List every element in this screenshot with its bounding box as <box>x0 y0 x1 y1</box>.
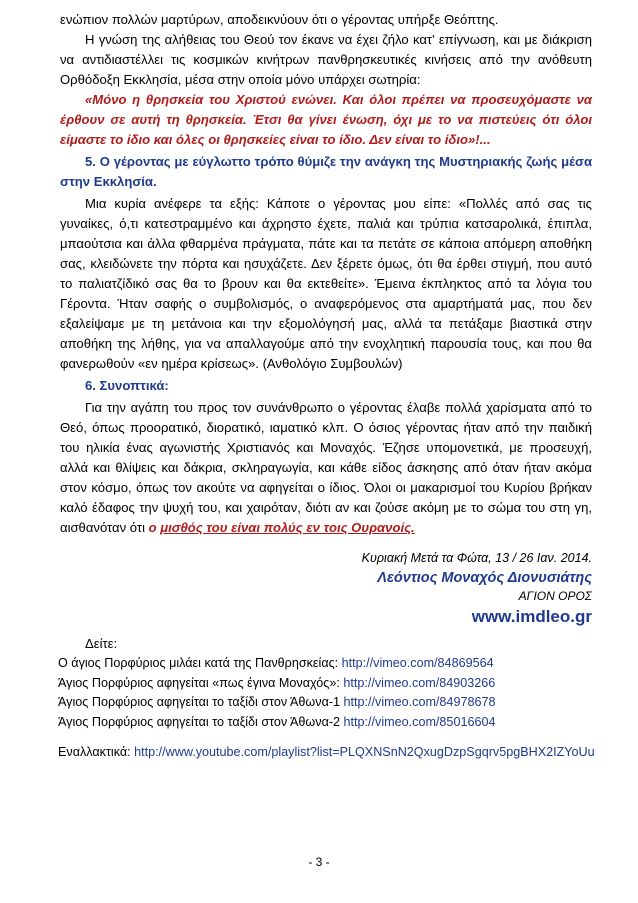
video-link[interactable]: http://vimeo.com/84903266 <box>343 675 496 690</box>
signature-date: Κυριακή Μετά τα Φώτα, 13 / 26 Ιαν. 2014. <box>361 551 592 565</box>
video-link[interactable]: http://vimeo.com/85016604 <box>343 714 496 729</box>
section-6-heading: 6. Συνοπτικά: <box>85 378 169 393</box>
page-number: - 3 - <box>308 855 330 869</box>
alternative-link-row <box>58 742 595 762</box>
intro-paragraph: Η γνώση της αλήθειας του Θεού τον έκανε να έχει ζήλο κατ' επίγνωση, και με διάκριση να αντιδιαστέλλει τις κοσμικών κινήτρων πανθρησκευτικές κινήσεις από την ανόθευτη Ορθόδοξη Εκκλησία, μέσα στην οποία μόνο υπάρχει σωτηρία: <box>60 32 592 87</box>
section-6-o: ο <box>148 520 157 535</box>
document-page <box>58 10 595 762</box>
video-link-description: Άγιος Πορφύριος αφηγείται το ταξίδι στον Άθωνα-2 <box>58 714 344 729</box>
signature-block <box>60 548 592 630</box>
video-link-row <box>58 674 592 694</box>
video-link-row <box>58 654 592 674</box>
quote-paragraph: «Μόνο η θρησκεία του Χριστού ενώνει. Και όλοι πρέπει να προσευχόμαστε να έρθουν σε αυτή τη θρησκεία. Έτσι θα γίνει ένωση, όχι με το να πιστεύεις ότι όλοι είμαστε το ίδιο και όλες οι θρησκείες είναι το ίδιο. Δεν είναι το ίδιο»!... <box>60 92 592 147</box>
signature-author: Λεόντιος Μοναχός Διονυσιάτης <box>377 570 592 586</box>
video-link-row <box>58 693 592 713</box>
see-also-label: Δείτε: <box>85 636 118 651</box>
alternative-label: Εναλλακτικά: <box>58 745 135 759</box>
intro-line: ενώπιον πολλών μαρτύρων, αποδεικνύουν ότι ο γέροντας υπήρξε Θεόπτης. <box>60 12 499 27</box>
signature-place: ΑΓΙΟΝ ΟΡΟΣ <box>518 589 592 603</box>
video-link[interactable]: http://vimeo.com/84978678 <box>343 695 496 709</box>
video-link-description: Άγιος Πορφύριος αφηγείται «πως έγινα Μοναχός»: <box>58 675 344 690</box>
section-5-paragraph: Μια κυρία ανέφερε τα εξής: Κάποτε ο γέροντας μου είπε: «Πολλές από σας τις γυναίκες, ό,τι κατεστραμμένο και άχρηστο έχετε, παλιά και τρύπια κατσαρολικά, έπιπλα, μπαούτσια και άλλα φθαρμένα πράγματα, πάτε και τα πετάτε σε κάποια απόμερη αποθήκη σας, κλειδώνετε την πόρτα και ησυχάζετε. Δεν ξέρετε όμως, ότι θα έρθει στιγμή, που αυτό το παλιατζίδικό σας θα το βρουν και θα εκτεθείτε». Έμεινα έκπληκτος από τα λόγια του Γέροντα. Ήταν σαφής ο συμβολισμός, ο αναφερόμενος στα αμαρτήματά μας, που δεν εξαλείψαμε με τη μετάνοια και την εξομολόγησή μας, αλλά τα πετάξαμε βιαστικά στην αποθήκη της λήθης, για να απαλλαγούμε από την ενοχλητική παρουσία τους, και που θα φανερωθούν «εν ημέρα κρίσεως». (Ανθολόγιο Συμβουλών) <box>60 196 592 371</box>
video-link-description: Ο άγιος Πορφύριος μιλάει κατά της Πανθρησκείας: <box>58 656 342 670</box>
video-link[interactable]: http://vimeo.com/84869564 <box>341 656 494 670</box>
section-6-text: Για την αγάπη του προς τον συνάνθρωπο ο γέροντας έλαβε πολλά χαρίσματα από το Θεό, όπως προορατικό, διορατικό, ιαματικό κλπ. Ο όσιος γέροντας ήταν από την παιδική του ηλικία ένας αγωνιστής Χριστιανός και Μοναχός. Έζησε υπομονετικά, με προσευχή, αλλά και θλίψεις και δάκρια, σκληραγωγία, και κάθε είδος άσκησης από όταν ήταν ακόμα στον κόσμο, όπως τον ακούτε να αφηγείται ο ίδιος. Όλοι οι μακαρισμοί του Κυρίου βρήκαν καλό έδαφος την ψυχή του, και χαιρόταν, διότι αν και ζούσε ακόμη με το σώμα του στη γη, αισθανόταν ότι <box>60 400 592 535</box>
section-6-ending: μισθός του είναι πολύς εν τοις Ουρανοίς. <box>160 520 415 535</box>
section-5-heading: 5. Ο γέροντας με εύγλωττο τρόπο θύμιζε την ανάγκη της Μυστηριακής ζωής μέσα στην Εκκλησία. <box>60 154 592 189</box>
video-link-row <box>58 713 592 733</box>
video-link-description: Άγιος Πορφύριος αφηγείται το ταξίδι στον Άθωνα-1 <box>58 695 344 709</box>
section-6-paragraph <box>60 398 592 538</box>
video-links-list <box>58 654 595 762</box>
youtube-playlist-link[interactable]: http://www.youtube.com/playlist?list=PLQXNSnN2QxugDzpSgqrv5pgBHX2IZYoUu <box>134 745 595 759</box>
website-link[interactable]: www.imdleo.gr <box>471 607 592 626</box>
